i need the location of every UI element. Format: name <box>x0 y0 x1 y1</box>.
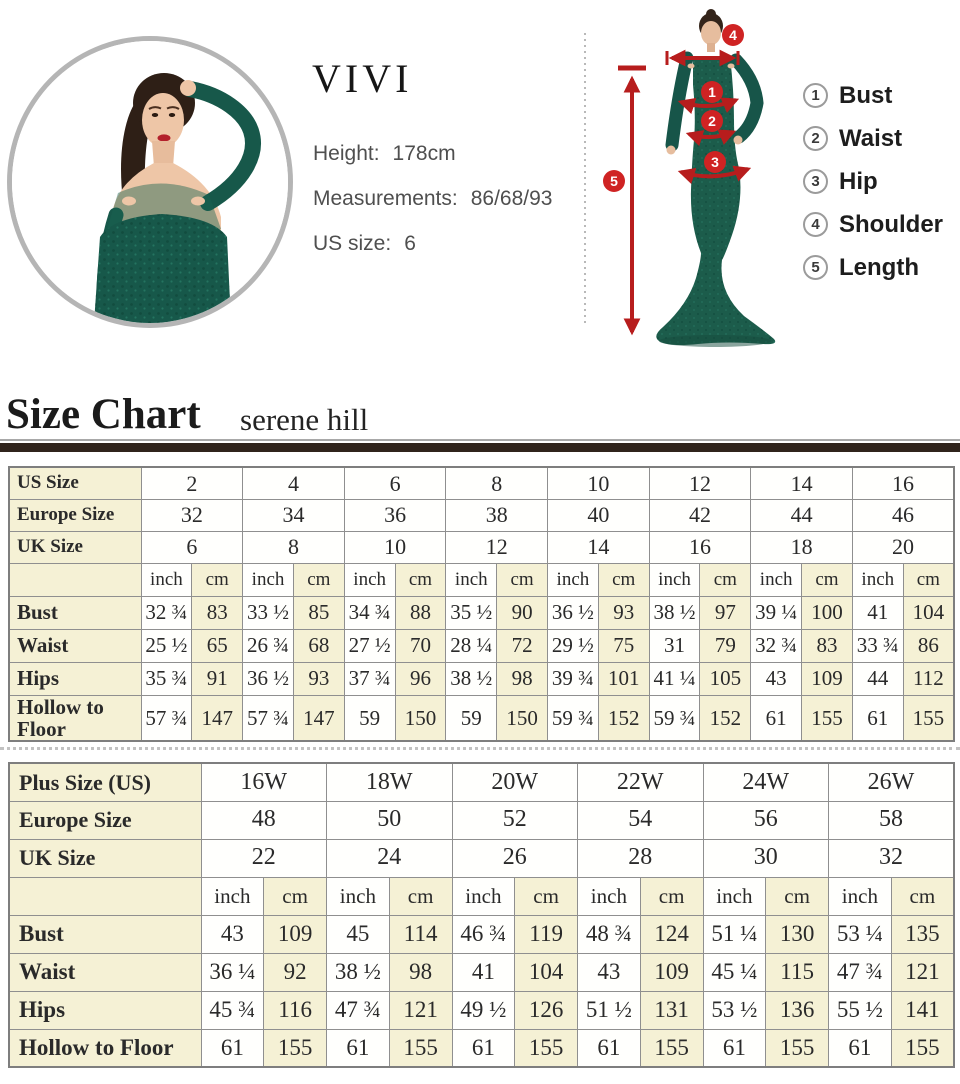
row-label: Bust <box>9 596 141 629</box>
bust-marker <box>701 81 723 103</box>
plus-size-table <box>8 762 955 1068</box>
inch-value: 61 <box>201 1029 264 1067</box>
inch-value: 34 ¾ <box>344 596 395 629</box>
row-label: UK Size <box>9 839 201 877</box>
inch-value: 57 ¾ <box>141 695 192 741</box>
measurements-line <box>313 187 552 211</box>
inch-value: 61 <box>578 1029 641 1067</box>
cm-value: 65 <box>192 629 243 662</box>
cm-value: 150 <box>497 695 548 741</box>
svg-text:4: 4 <box>729 27 737 43</box>
inch-value: 61 <box>852 695 903 741</box>
cm-value: 109 <box>640 953 703 991</box>
row-label: Waist <box>9 953 201 991</box>
unit-cm-label: cm <box>515 877 578 915</box>
cm-value: 79 <box>700 629 751 662</box>
size-value: 16W <box>201 763 327 801</box>
cm-value: 98 <box>389 953 452 991</box>
inch-value: 44 <box>852 662 903 695</box>
size-value: 50 <box>327 801 453 839</box>
unit-cm-label: cm <box>640 877 703 915</box>
size-value: 54 <box>578 801 704 839</box>
thick-divider <box>0 443 960 452</box>
inch-value: 51 ¼ <box>703 915 766 953</box>
row-label: Hollow to Floor <box>9 1029 201 1067</box>
size-value: 12 <box>446 531 548 563</box>
cm-value: 100 <box>802 596 853 629</box>
cm-value: 136 <box>766 991 829 1029</box>
inch-value: 49 ½ <box>452 991 515 1029</box>
inch-value: 36 ½ <box>243 662 294 695</box>
legend-label-hip: Hip <box>839 167 878 195</box>
size-value: 18 <box>751 531 853 563</box>
unit-cm-label: cm <box>389 877 452 915</box>
cm-value: 70 <box>395 629 446 662</box>
cm-value: 135 <box>891 915 954 953</box>
cm-value: 86 <box>903 629 954 662</box>
shoulder-marker <box>722 24 744 46</box>
inch-value: 51 ½ <box>578 991 641 1029</box>
standard-size-table <box>8 466 955 742</box>
unit-cm-label: cm <box>497 563 548 596</box>
inch-value: 33 ½ <box>243 596 294 629</box>
cm-value: 91 <box>192 662 243 695</box>
height-value: 178cm <box>392 142 456 165</box>
svg-text:3: 3 <box>711 154 719 170</box>
legend-item-bust <box>803 82 943 109</box>
cm-value: 72 <box>497 629 548 662</box>
size-value: 28 <box>578 839 704 877</box>
unit-cm-label: cm <box>264 877 327 915</box>
inch-value: 59 ¾ <box>548 695 599 741</box>
cm-value: 92 <box>264 953 327 991</box>
row-label: Europe Size <box>9 499 141 531</box>
inch-value: 59 ¾ <box>649 695 700 741</box>
legend-label-length: Length <box>839 253 919 281</box>
inch-value: 55 ½ <box>829 991 892 1029</box>
height-label: Height: <box>313 142 380 165</box>
inch-value: 45 ¼ <box>703 953 766 991</box>
unit-inch-label: inch <box>446 563 497 596</box>
measurements-value: 86/68/93 <box>470 187 553 210</box>
model-portrait-illustration <box>12 41 288 323</box>
cm-value: 121 <box>891 953 954 991</box>
inch-value: 61 <box>751 695 802 741</box>
row-label: Plus Size (US) <box>9 763 201 801</box>
cm-value: 96 <box>395 662 446 695</box>
size-value: 26 <box>452 839 578 877</box>
size-value: 22W <box>578 763 704 801</box>
inch-value: 43 <box>201 915 264 953</box>
inch-value: 37 ¾ <box>344 662 395 695</box>
length-measure-line <box>618 68 646 332</box>
cm-value: 155 <box>891 1029 954 1067</box>
inch-value: 35 ½ <box>446 596 497 629</box>
cm-value: 112 <box>903 662 954 695</box>
cm-value: 101 <box>598 662 649 695</box>
size-value: 14 <box>548 531 650 563</box>
row-label: Europe Size <box>9 801 201 839</box>
size-value: 46 <box>852 499 954 531</box>
unit-cm-label: cm <box>700 563 751 596</box>
size-value: 4 <box>243 467 345 499</box>
legend-label-waist: Waist <box>839 124 903 152</box>
size-value: 16 <box>649 531 751 563</box>
unit-cm-label: cm <box>802 563 853 596</box>
svg-text:2: 2 <box>708 113 716 129</box>
legend-item-shoulder <box>803 211 943 238</box>
size-value: 40 <box>548 499 650 531</box>
legend-item-hip <box>803 168 943 195</box>
inch-value: 28 ¼ <box>446 629 497 662</box>
inch-value: 46 ¾ <box>452 915 515 953</box>
cm-value: 155 <box>515 1029 578 1067</box>
unit-cm-label: cm <box>766 877 829 915</box>
inch-value: 59 <box>344 695 395 741</box>
cm-value: 147 <box>192 695 243 741</box>
legend-label-bust: Bust <box>839 81 893 109</box>
size-value: 6 <box>344 467 446 499</box>
cm-value: 98 <box>497 662 548 695</box>
cm-value: 155 <box>389 1029 452 1067</box>
unit-inch-label: inch <box>344 563 395 596</box>
size-value: 52 <box>452 801 578 839</box>
hip-marker <box>704 151 726 173</box>
inch-value: 43 <box>751 662 802 695</box>
size-value: 32 <box>829 839 955 877</box>
cm-value: 83 <box>192 596 243 629</box>
unit-inch-label: inch <box>243 563 294 596</box>
length-marker <box>603 170 625 192</box>
row-label: Hips <box>9 991 201 1029</box>
inch-value: 57 ¾ <box>243 695 294 741</box>
inch-value: 38 ½ <box>649 596 700 629</box>
cm-value: 124 <box>640 915 703 953</box>
us-size-label: US size: <box>313 232 392 255</box>
row-label: UK Size <box>9 531 141 563</box>
cm-value: 114 <box>389 915 452 953</box>
unit-cm-label: cm <box>395 563 446 596</box>
size-value: 8 <box>446 467 548 499</box>
dotted-divider <box>0 747 960 750</box>
size-value: 12 <box>649 467 751 499</box>
inch-value: 41 <box>452 953 515 991</box>
cm-value: 121 <box>389 991 452 1029</box>
inch-value: 26 ¾ <box>243 629 294 662</box>
unit-cm-label: cm <box>192 563 243 596</box>
inch-value: 61 <box>829 1029 892 1067</box>
cm-value: 130 <box>766 915 829 953</box>
cm-value: 109 <box>264 915 327 953</box>
unit-cm-label: cm <box>903 563 954 596</box>
size-value: 48 <box>201 801 327 839</box>
cm-value: 152 <box>700 695 751 741</box>
cm-value: 141 <box>891 991 954 1029</box>
unit-inch-label: inch <box>852 563 903 596</box>
size-value: 42 <box>649 499 751 531</box>
legend-number-4-icon: 4 <box>803 212 828 237</box>
size-chart-title: Size Chart <box>6 391 201 438</box>
unit-inch-label: inch <box>829 877 892 915</box>
inch-value: 38 ½ <box>446 662 497 695</box>
cm-value: 83 <box>802 629 853 662</box>
legend-number-3-icon: 3 <box>803 169 828 194</box>
legend-number-1-icon: 1 <box>803 83 828 108</box>
height-line <box>313 142 456 166</box>
legend-number-5-icon: 5 <box>803 255 828 280</box>
thin-divider <box>0 439 960 441</box>
size-value: 56 <box>703 801 829 839</box>
cm-value: 85 <box>293 596 344 629</box>
size-value: 20W <box>452 763 578 801</box>
cm-value: 155 <box>766 1029 829 1067</box>
model-photo <box>7 36 293 328</box>
inch-value: 45 ¾ <box>201 991 264 1029</box>
row-label <box>9 563 141 596</box>
size-value: 34 <box>243 499 345 531</box>
waist-marker <box>701 110 723 132</box>
brand-title: VIVI <box>312 56 413 101</box>
measurement-legend <box>803 82 943 281</box>
size-value: 26W <box>829 763 955 801</box>
cm-value: 116 <box>264 991 327 1029</box>
row-label: Hollow to Floor <box>9 695 141 741</box>
legend-number-2-icon: 2 <box>803 126 828 151</box>
inch-value: 39 ¾ <box>548 662 599 695</box>
unit-inch-label: inch <box>327 877 390 915</box>
unit-inch-label: inch <box>649 563 700 596</box>
measurements-label: Measurements: <box>313 187 458 210</box>
legend-item-waist <box>803 125 943 152</box>
inch-value: 53 ½ <box>703 991 766 1029</box>
inch-value: 45 <box>327 915 390 953</box>
size-value: 8 <box>243 531 345 563</box>
size-value: 14 <box>751 467 853 499</box>
cm-value: 150 <box>395 695 446 741</box>
size-value: 44 <box>751 499 853 531</box>
inch-value: 31 <box>649 629 700 662</box>
cm-value: 131 <box>640 991 703 1029</box>
inch-value: 25 ½ <box>141 629 192 662</box>
inch-value: 39 ¼ <box>751 596 802 629</box>
size-value: 32 <box>141 499 243 531</box>
size-value: 10 <box>344 531 446 563</box>
cm-value: 155 <box>903 695 954 741</box>
cm-value: 104 <box>903 596 954 629</box>
cm-value: 93 <box>598 596 649 629</box>
row-label <box>9 877 201 915</box>
unit-inch-label: inch <box>548 563 599 596</box>
cm-value: 155 <box>640 1029 703 1067</box>
unit-cm-label: cm <box>891 877 954 915</box>
inch-value: 32 ¾ <box>751 629 802 662</box>
inch-value: 32 ¾ <box>141 596 192 629</box>
inch-value: 47 ¾ <box>327 991 390 1029</box>
cm-value: 75 <box>598 629 649 662</box>
svg-text:1: 1 <box>708 84 716 100</box>
cm-value: 105 <box>700 662 751 695</box>
unit-inch-label: inch <box>703 877 766 915</box>
unit-inch-label: inch <box>141 563 192 596</box>
cm-value: 97 <box>700 596 751 629</box>
inch-value: 27 ½ <box>344 629 395 662</box>
size-value: 58 <box>829 801 955 839</box>
inch-value: 59 <box>446 695 497 741</box>
size-value: 20 <box>852 531 954 563</box>
inch-value: 36 ¼ <box>201 953 264 991</box>
row-label: Waist <box>9 629 141 662</box>
row-label: Bust <box>9 915 201 953</box>
size-value: 36 <box>344 499 446 531</box>
cm-value: 93 <box>293 662 344 695</box>
inch-value: 61 <box>703 1029 766 1067</box>
unit-cm-label: cm <box>598 563 649 596</box>
inch-value: 38 ½ <box>327 953 390 991</box>
row-label: Hips <box>9 662 141 695</box>
cm-value: 119 <box>515 915 578 953</box>
inch-value: 61 <box>327 1029 390 1067</box>
unit-inch-label: inch <box>578 877 641 915</box>
inch-value: 33 ¾ <box>852 629 903 662</box>
cm-value: 147 <box>293 695 344 741</box>
cm-value: 155 <box>264 1029 327 1067</box>
inch-value: 61 <box>452 1029 515 1067</box>
cm-value: 88 <box>395 596 446 629</box>
inch-value: 29 ½ <box>548 629 599 662</box>
size-value: 6 <box>141 531 243 563</box>
inch-value: 53 ¼ <box>829 915 892 953</box>
inch-value: 47 ¾ <box>829 953 892 991</box>
size-value: 38 <box>446 499 548 531</box>
legend-item-length <box>803 254 943 281</box>
size-value: 30 <box>703 839 829 877</box>
inch-value: 41 ¼ <box>649 662 700 695</box>
inch-value: 35 ¾ <box>141 662 192 695</box>
cm-value: 155 <box>802 695 853 741</box>
unit-cm-label: cm <box>293 563 344 596</box>
inch-value: 48 ¾ <box>578 915 641 953</box>
size-value: 16 <box>852 467 954 499</box>
us-size-value: 6 <box>404 232 416 255</box>
size-value: 18W <box>327 763 453 801</box>
brand-subtitle: serene hill <box>240 402 369 437</box>
svg-text:5: 5 <box>610 173 618 189</box>
unit-inch-label: inch <box>452 877 515 915</box>
cm-value: 109 <box>802 662 853 695</box>
size-value: 24 <box>327 839 453 877</box>
size-value: 10 <box>548 467 650 499</box>
cm-value: 152 <box>598 695 649 741</box>
us-size-line <box>313 232 416 256</box>
inch-value: 41 <box>852 596 903 629</box>
size-value: 24W <box>703 763 829 801</box>
row-label: US Size <box>9 467 141 499</box>
cm-value: 104 <box>515 953 578 991</box>
size-value: 2 <box>141 467 243 499</box>
unit-inch-label: inch <box>751 563 802 596</box>
size-value: 22 <box>201 839 327 877</box>
cm-value: 68 <box>293 629 344 662</box>
legend-label-shoulder: Shoulder <box>839 210 944 238</box>
inch-value: 43 <box>578 953 641 991</box>
cm-value: 115 <box>766 953 829 991</box>
cm-value: 90 <box>497 596 548 629</box>
unit-inch-label: inch <box>201 877 264 915</box>
inch-value: 36 ½ <box>548 596 599 629</box>
cm-value: 126 <box>515 991 578 1029</box>
